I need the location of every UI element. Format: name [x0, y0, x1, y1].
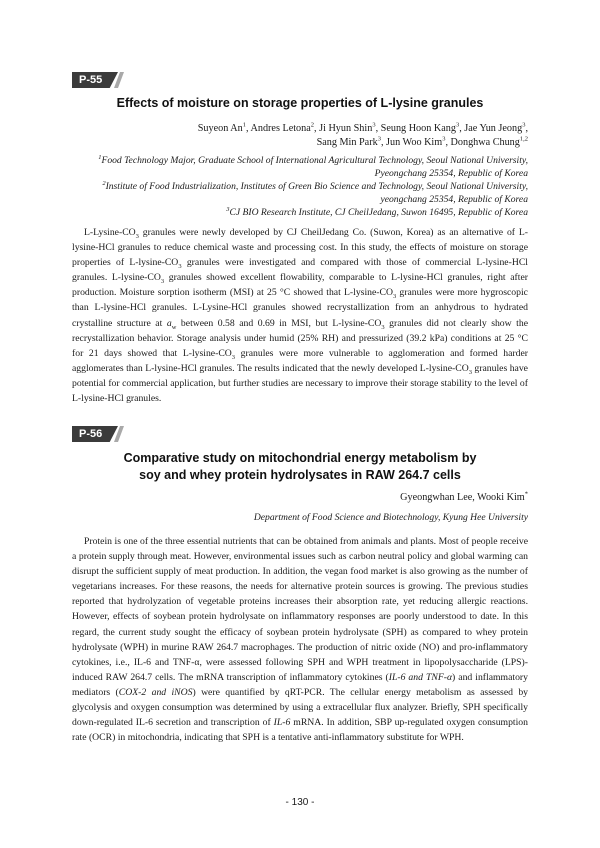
poster-tag-label: P-56 — [79, 428, 103, 440]
affiliation-3: $^3$CJ BIO Research Institute, CJ CheilJedang, Suwon 16495, Republic of Korea — [226, 205, 528, 218]
authors-line-2: Sang Min Park$^3$, Jun Woo Kim$^3$, Donghwa Chung$^{1,2}$ — [316, 135, 528, 148]
authors-line-1: Suyeon An$^1$, Andres Letona$^2$, Ji Hyun Shin$^3$, Seung Hoon Kang$^3$, Jae Yun Jeong$^3$, — [197, 121, 528, 134]
poster-tag-p56 — [72, 426, 134, 442]
abstract-body-p55: $L-Lysine-CO_3$ granules were newly developed by CJ CheilJedang Co. (Suwon, Korea) as an alternative of L-lysine-HCl granules to reduce chemical waste and processing cost. In this study, the effects of moisture on storage properties of $L-lysine-CO_3$ granules were investigated and compared with those of commercial L-lysine-HCl granules. $L-lysine-CO_3$ granules showed excellent flowability, comparable to L-lysine-HCl granules, right after production. Moisture sorption isotherm (MSI) at 25 °C showed that $L-lysine-CO_3$ granules were more hygroscopic than L-lysine-HCl granules. L-Lysine-HCl granules showed recrystallization from an anhydrous to hydrated crystalline structure at $a_w$ between 0.58 and 0.69 in MSI, but $L-lysine-CO_3$ granules did not clearly show the recrystallization behavior. Storage analysis under humid (25% RH) and pressurized (39.2 kPa) conditions at 25 °C for 21 days showed that $L-lysine-CO_3$ granules were more vulnerable to agglomeration and formed harder agglomerates than L-lysine-HCl granules. The results indicated that the newly developed $L-lysine-CO_3$ granules have potential for commercial application, but further studies are necessary to improve their storage stability to the level of L-lysine-HCl granules. — [72, 227, 529, 405]
abstract-body-p56: Protein is one of the three essential nutrients that can be obtained from animals and plants. Most of people receive a protein supply through meat. However, environmental issues such as carbon neutral policy and global warming can disrupt the sufficient supply of meat production. In addition, the vegan food market is also growing as the number of vegetarians increases. For these reasons, the needs for alternative protein sources is growing. The previous studies reported that hydrolyzation of vegetable proteins increases their absorption rate, yet reducing allergic reactions. However, effects of soybean protein hydrolysate on inflammatory responses are poorly understood to date. In this regard, the current study sought the efficacy of soybean protein hydrolysate (SPH) as compared to whey protein hydrolysate (WPH) in murine RAW 264.7 macrophages. The production of nitric oxide (NO) and pro-inflammatory cytokines, i.e., IL-6 and TNF-α, were assessed following SPH and WPH treatment in lipopolysaccharide (LPS)-induced RAW 264.7 cells. The mRNA transcription of inflammatory cytokines (IL-6 and TNF-α) and inflammatory mediators (COX-2 and iNOS) were quantified by qRT-PCR. The cellular energy metabolism as assessed by glycolysis and oxygen consumption was determined by using a extracellular flux analyzer. Briefly, SPH specifically down-regulated IL-6 secretion and transcription of IL-6 mRNA. In addition, SBP up-regulated oxygen consumption rate (OCR) in mitochondria, indicating that SPH is a tentative anti-inflammatory substitute for WPH. — [72, 536, 529, 744]
abstract-title-p56: Comparative study on mitochondrial energy metabolism by soy and whey protein hydrolysates in RAW 264.7 cells — [123, 451, 477, 482]
authors-p55 — [128, 122, 528, 150]
affiliations-p55: $^1$Food Technology Major, Graduate School of International Agricultural Technology, Seoul National University, Pyeongchang 25354, Republic of Korea $^2$Institute of Food Industrialization, Institutes of Green Bio Science and Technology, Seoul National University, yeongchang 25354, Republic of Korea $^3$CJ BIO Research Institute, CJ CheilJedang, Suwon 16495, Republic of Korea — [72, 154, 528, 219]
page-number: - 130 - — [285, 797, 315, 808]
abstract-title-p55: Effects of moisture on storage properties of L-lysine granules — [116, 96, 484, 110]
poster-tag-label: P-55 — [79, 74, 103, 86]
authors-p56: Gyeongwhan Lee, Wooki Kim* — [400, 490, 528, 503]
poster-tag-p55 — [72, 72, 134, 88]
affiliation-p56: Department of Food Science and Biotechnology, Kyung Hee University — [253, 512, 528, 523]
affiliation-2: $^2$Institute of Food Industrialization, Institutes of Green Bio Science and Technology, Seoul National University, — [102, 179, 528, 192]
affiliation-1: $^1$Food Technology Major, Graduate School of International Agricultural Technology, Seoul National University, — [98, 153, 528, 166]
